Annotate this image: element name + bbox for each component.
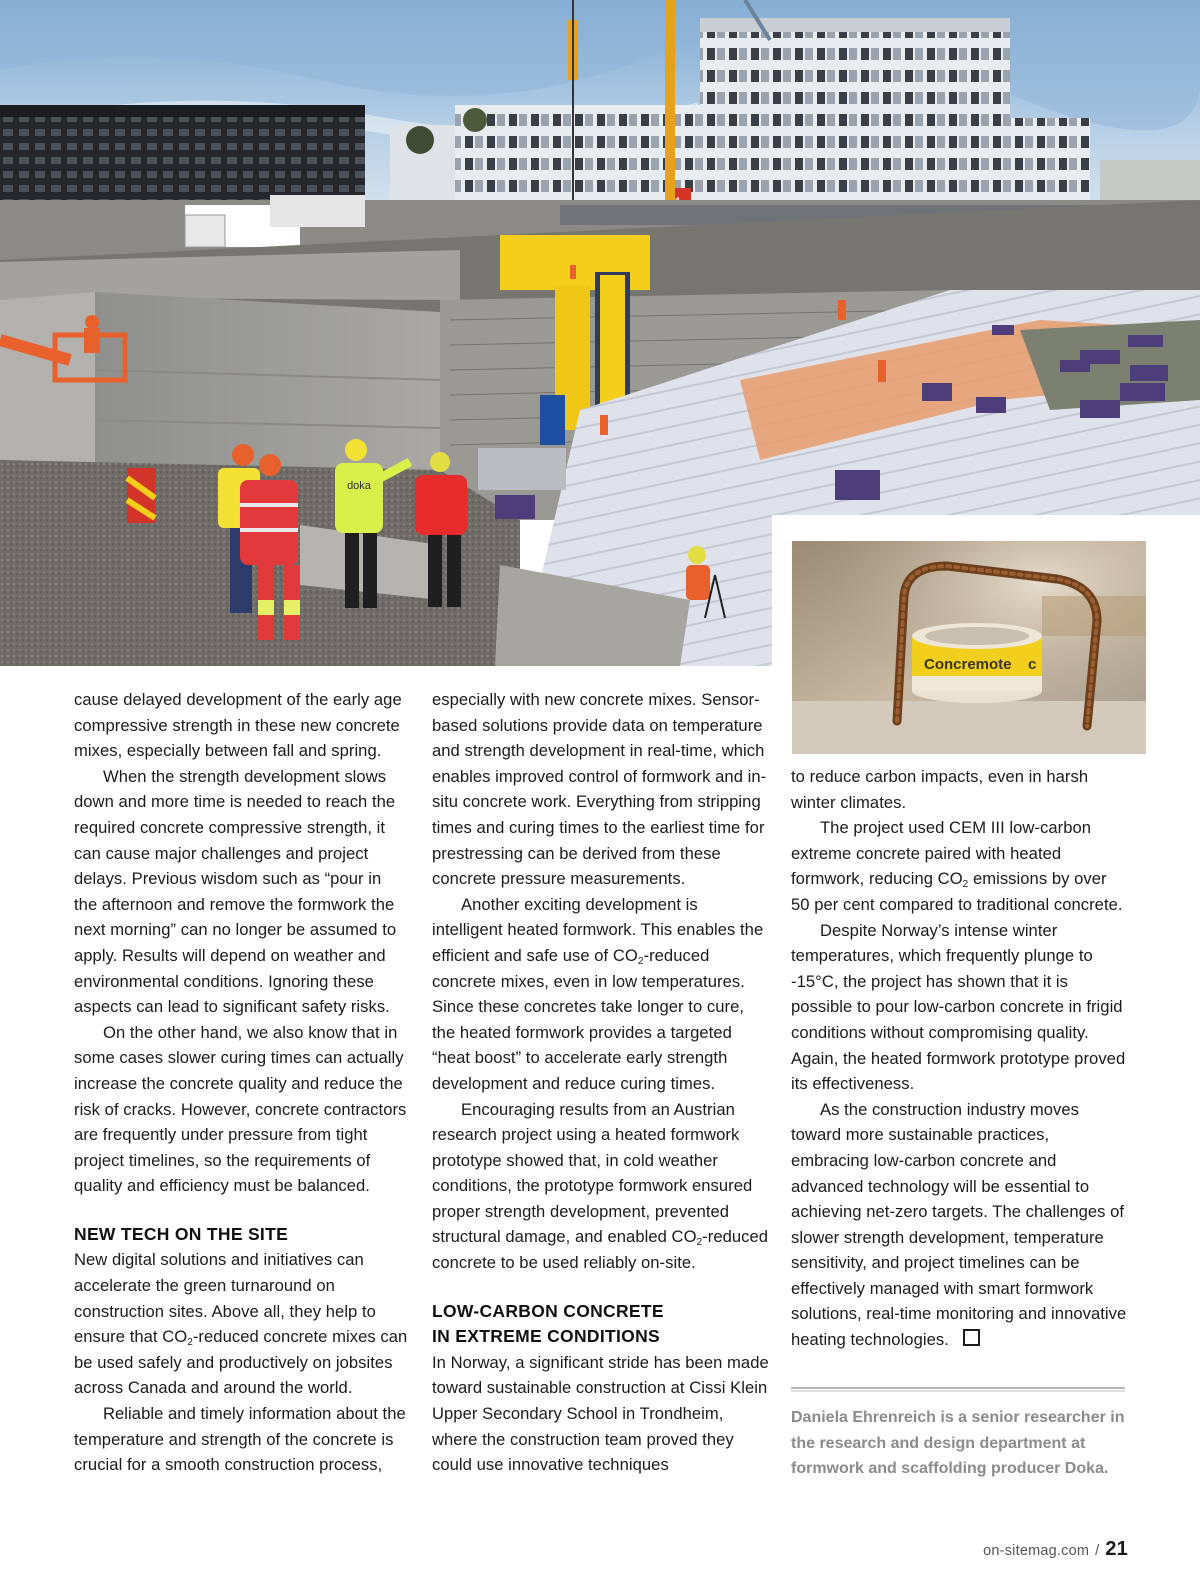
end-mark-icon [963, 1329, 980, 1346]
site-url: on-sitemag.com [983, 1543, 1090, 1559]
paragraph: Encouraging results from an Austrian research project using a heated formwork prototype showed that, in cold weather conditions, the prototype formwork ensured proper strength development, prevented structural damage, and enabled $CO_2$-reduced concrete to be used reliably on-site. [432, 1099, 769, 1273]
paragraph: Despite Norway’s intense winter temperatures, which frequently plunge to -15°C, the project has shown that it is possible to pour low-carbon concrete in frigid conditions without compromising quality. Again, the heated formwork prototype proved its effectiveness. [791, 920, 1126, 1094]
vest-logo: doka [347, 480, 371, 492]
paragraph: cause delayed development of the early age compressive strength in these new concrete mixes, especially between fall and spring. [74, 690, 402, 761]
section-heading-low-carbon: LOW-CARBON CONCRETE IN EXTREME CONDITIONS [432, 1300, 664, 1347]
section-heading-new-tech: NEW TECH ON THE SITE [74, 1223, 289, 1244]
paragraph: As the construction industry moves toward more sustainable practices, embracing low-carbon concrete and advanced technology will be essential to achieving net-zero targets. The challenges of slower strength development, temperature sensitivity, and project timelines can be effectively managed with smart formwork solutions, real-time monitoring and innovative heating technologies. [791, 1099, 1127, 1350]
paragraph: On the other hand, we also know that in some cases slower curing times can actually increase the concrete quality and reduce the risk of cracks. However, concrete contractors are frequently under pressure from tight project timelines, so the requirements of quality and efficiency must be balanced. [74, 1022, 407, 1196]
paragraph: to reduce carbon impacts, even in harsh winter climates. [791, 767, 1089, 812]
column-1 [74, 687, 409, 1478]
inset-label-suffix: c [1028, 656, 1037, 673]
bio-divider [791, 1387, 1125, 1389]
paragraph: New digital solutions and initiatives can accelerate the green turnaround on construction sites. Above all, they help to ensure that $CO_2$-reduced concrete mixes can be used safely and productively on jobsites across Canada and around the world. [74, 1250, 408, 1398]
inset-photo-concremote-sensor [792, 541, 1146, 754]
folio-separator: / [1095, 1543, 1100, 1559]
page-folio [983, 1538, 1128, 1561]
author-bio: Daniela Ehrenreich is a senior researcher in the research and design department at formwork and scaffolding producer Doka. [791, 1409, 1125, 1478]
inset-label: Concremote [924, 656, 1012, 673]
paragraph: Reliable and timely information about the temperature and strength of the concrete is crucial for a smooth construction process, [74, 1404, 406, 1475]
column-3 [791, 764, 1127, 1353]
column-2 [432, 687, 770, 1478]
paragraph: The project used CEM III low-carbon extreme concrete paired with heated formwork, reducing $CO_2$ emissions by over 50 per cent compared to traditional concrete. [791, 818, 1123, 914]
paragraph: especially with new concrete mixes. Sensor-based solutions provide data on temperature and strength development in real-time, which enables improved control of formwork and in-situ concrete work. Everything from stripping times and curing times to the earliest time for prestressing can be derived from these concrete pressure measurements. [432, 690, 767, 889]
paragraph: When the strength development slows down and more time is needed to reach the required concrete compressive strength, it can cause major challenges and project delays. Previous wisdom such as “pour in the afternoon and remove the formwork the next morning” can no longer be assumed to apply. Results will depend on weather and environmental conditions. Ignoring these aspects can lead to significant safety risks. [74, 766, 397, 1017]
paragraph: In Norway, a significant stride has been made toward sustainable construction at Cissi Klein Upper Secondary School in Trondheim, where the construction team proved they could use innovative techniques [432, 1352, 769, 1475]
page-number: 21 [1105, 1538, 1128, 1560]
paragraph: Another exciting development is intelligent heated formwork. This enables the efficient and safe use of $CO_2$-reduced concrete mixes, even in low temperatures. Since these concretes take longer to cure, the heated formwork provides a targeted “heat boost” to accelerate early strength development and reduce curing times. [432, 894, 764, 1093]
